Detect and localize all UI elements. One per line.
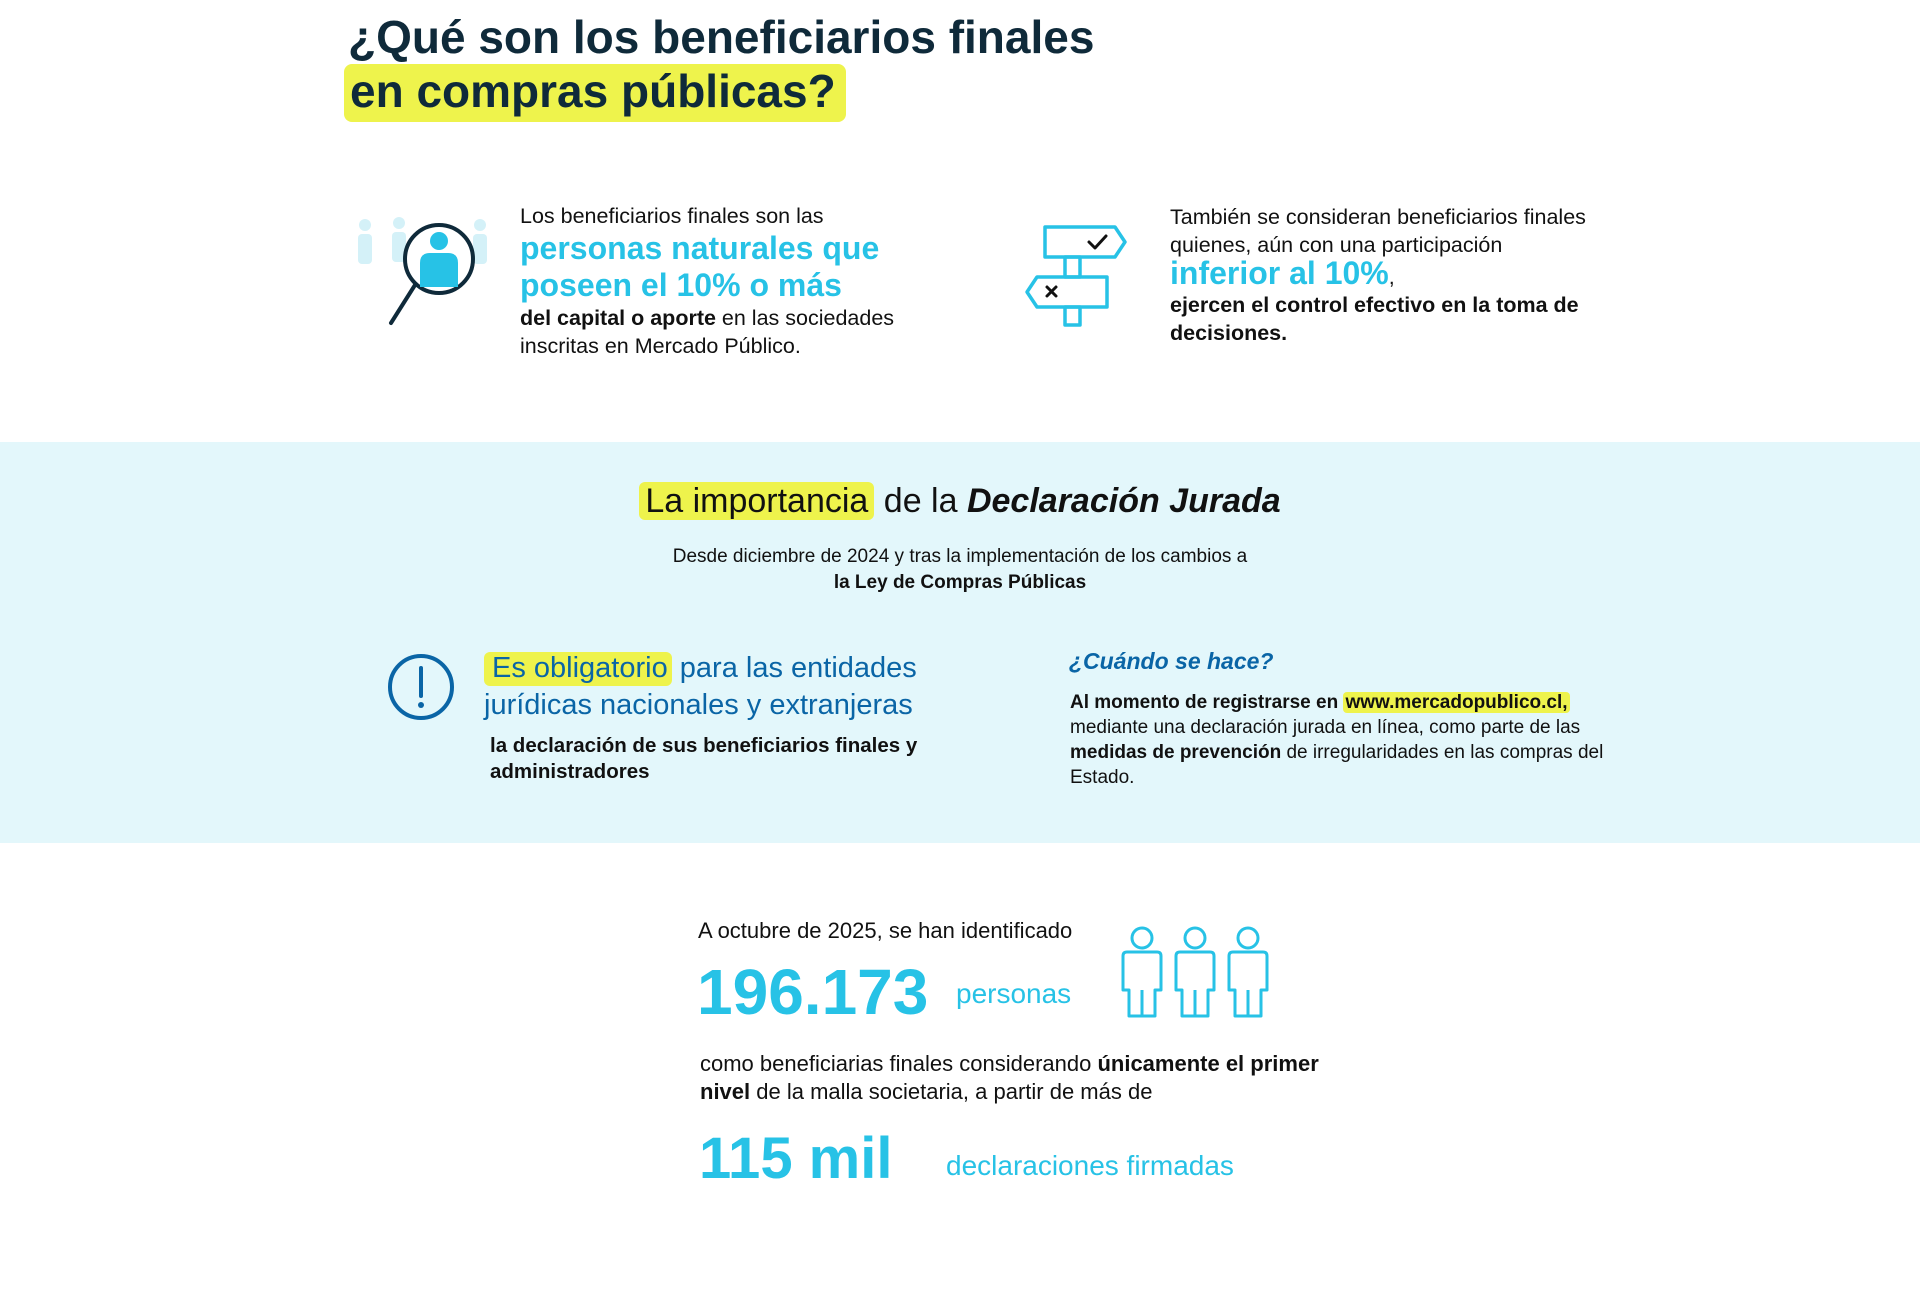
- mandatory-sub: la declaración de sus beneficiarios finales y administradores: [490, 734, 918, 783]
- when-question: ¿Cuándo se hace?: [1069, 648, 1274, 674]
- stats-intro: A octubre de 2025, se han identificado: [698, 918, 1073, 943]
- definition-right-emphasis: inferior al 10%: [1170, 255, 1389, 291]
- signpost-check-cross-icon: [1024, 224, 1128, 330]
- mercadopublico-link[interactable]: www.mercadopublico.cl,: [1345, 692, 1568, 713]
- definition-right-comma: ,: [1388, 265, 1395, 289]
- stats-middle-text: como beneficiarias finales considerando: [700, 1051, 1098, 1076]
- when-text: [1070, 690, 1610, 790]
- when-bold: Al momento de registrarse en: [1070, 692, 1344, 713]
- definition-intro: Los beneficiarios finales son las: [520, 204, 824, 228]
- importance-subtitle-line1: Desde diciembre de 2024 y tras la implementación de los cambios a: [672, 546, 1248, 567]
- stats-middle: [700, 1050, 1320, 1106]
- magnifying-glass-person-icon: [350, 215, 496, 327]
- definition-right: [1170, 203, 1590, 347]
- definition-right-bold: ejercen el control efectivo en la toma de decisiones.: [1170, 293, 1579, 345]
- people-count: 196.173: [697, 956, 929, 1028]
- when-bold2: medidas de prevención: [1070, 742, 1282, 763]
- declarations-unit: declaraciones firmadas: [946, 1150, 1234, 1181]
- mandatory-rest: para las entidades jurídicas nacionales y extranjeras: [484, 652, 917, 721]
- importance-title-mid: de la: [874, 482, 967, 520]
- people-unit: personas: [956, 978, 1072, 1009]
- stats-middle-rest: de la malla societaria, a partir de más de: [750, 1079, 1153, 1104]
- importance-title-highlight: La importancia: [639, 482, 874, 520]
- importance-subtitle: [0, 544, 1920, 596]
- importance-title-italic: Declaración Jurada: [966, 482, 1281, 520]
- definition-right-intro: También se consideran beneficiarios finales quienes, aún con una participación: [1170, 205, 1586, 257]
- page-title-line2: en compras públicas?: [344, 64, 846, 122]
- definition-bold: del capital o aporte: [520, 306, 716, 330]
- definition-emphasis: personas naturales que poseen el 10% o más: [520, 230, 880, 303]
- page-title-line1: ¿Qué son los beneficiarios finales: [348, 11, 1095, 63]
- importance-title: [0, 482, 1920, 521]
- stats-middle-bold: únicamente el primer nivel: [700, 1051, 1319, 1104]
- when-text1: mediante una declaración jurada en línea, como parte de las: [1070, 717, 1581, 738]
- importance-subtitle-line2: la Ley de Compras Públicas: [833, 572, 1087, 593]
- mandatory-highlight: Es obligatorio: [484, 652, 672, 686]
- three-people-icon: [1120, 924, 1272, 1018]
- declarations-count: 115 mil: [699, 1126, 893, 1191]
- exclamation-circle-icon: [386, 652, 456, 722]
- mandatory-heading: [484, 650, 1004, 724]
- definition-left: [520, 202, 960, 360]
- definition-rest: en las sociedades inscritas en Mercado Público.: [520, 306, 895, 358]
- when-text2: de irregularidades en las compras del Estado.: [1070, 742, 1604, 788]
